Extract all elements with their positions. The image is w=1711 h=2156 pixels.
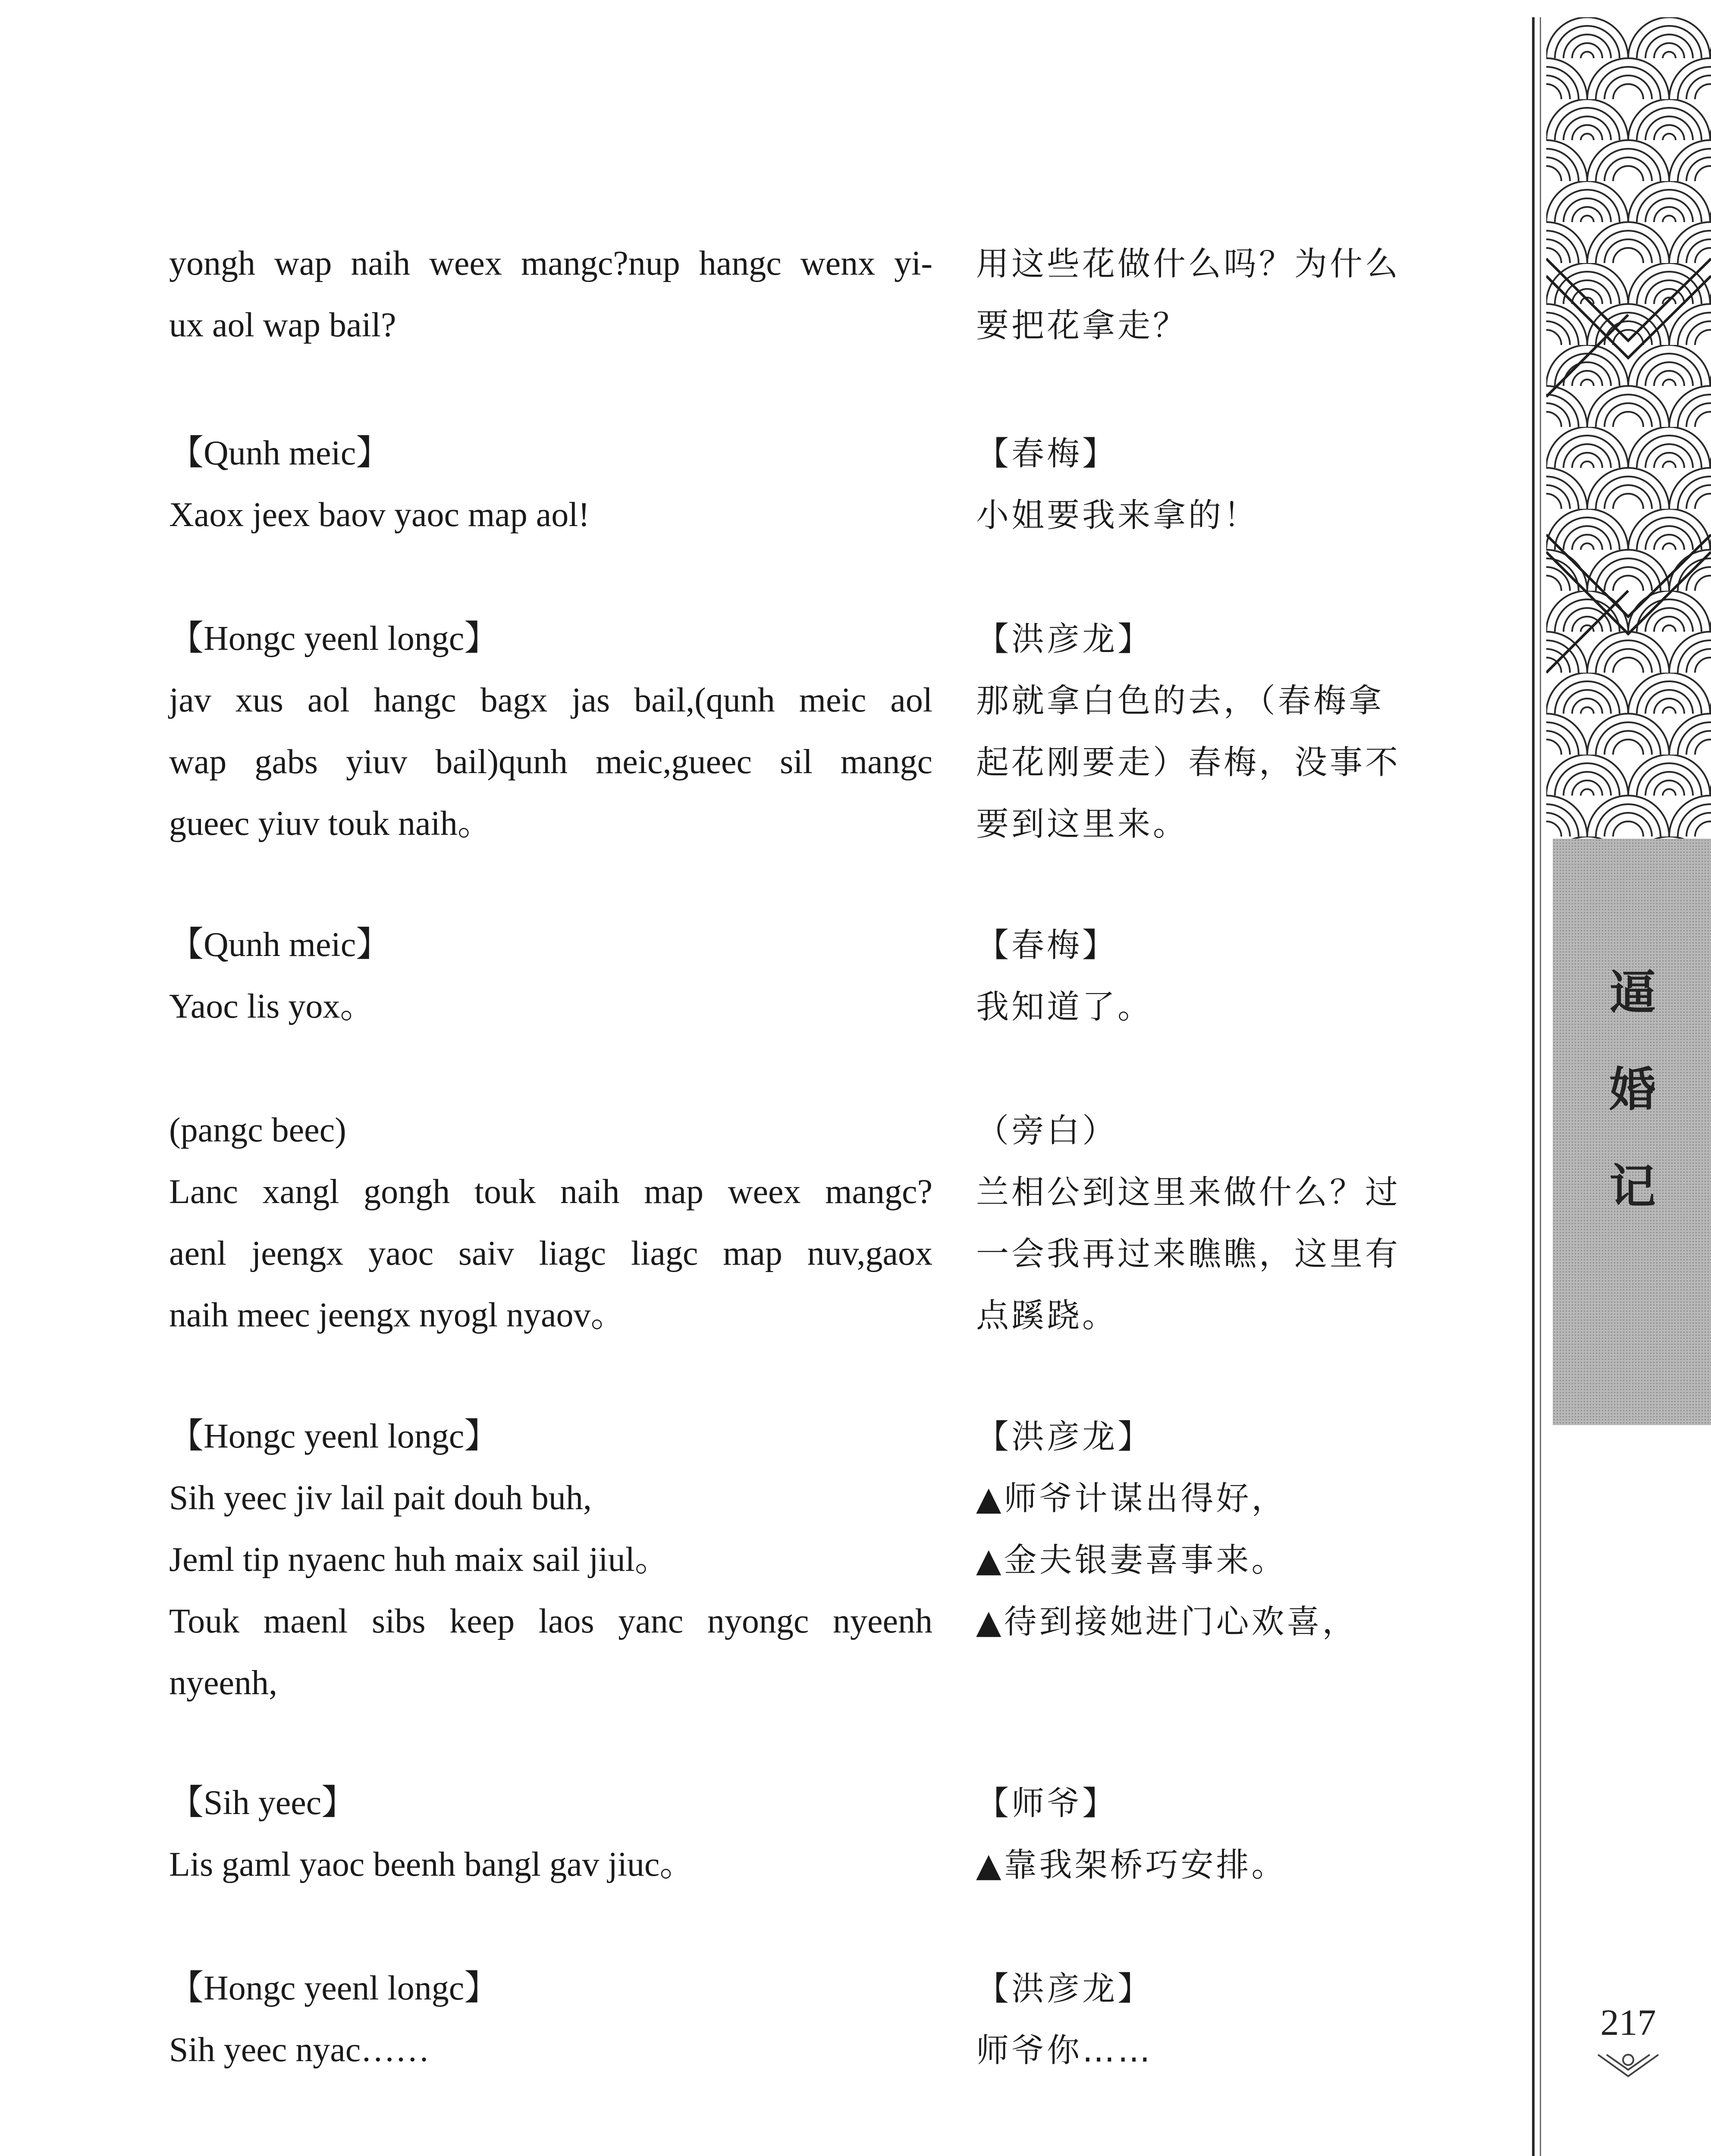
text-line: 师爷你…… xyxy=(976,2031,1153,2069)
text-line: Lanc xangl gongh touk naih map weex mangc? xyxy=(169,1173,932,1211)
chinese-block xyxy=(976,1772,1455,1896)
speaker-label: 【春梅】 xyxy=(976,926,1118,964)
text-line: ▲靠我架桥巧安排。 xyxy=(976,1846,1287,1884)
dong-block xyxy=(169,1100,932,1346)
text-line: Touk maenl sibs keep laos yanc nyongc nyeenh xyxy=(169,1602,932,1640)
text-line: 一会我再过来瞧瞧，这里有 xyxy=(976,1235,1400,1273)
page-number: 217 xyxy=(1600,2002,1656,2043)
page-number-ornament-icon xyxy=(1596,2050,1661,2081)
chinese-block xyxy=(976,1100,1455,1346)
text-line: gueec yiuv touk naih。 xyxy=(169,805,492,843)
text-line: ▲待到接她进门心欢喜， xyxy=(976,1602,1358,1641)
text-line: Lis gaml yaoc beenh bangl gav jiuc。 xyxy=(169,1846,694,1883)
text-line: 兰相公到这里来做什么？过 xyxy=(976,1173,1400,1211)
chinese-block xyxy=(976,233,1455,356)
speaker-label: 【Hongc yeenl longc】 xyxy=(169,1969,499,2007)
book-title-char: 记 xyxy=(1609,1159,1656,1214)
chinese-block xyxy=(976,608,1455,855)
text-line: aenl jeengx yaoc saiv liagc liagc map nuv,gaox xyxy=(169,1235,932,1272)
text-line: jav xus aol hangc bagx jas bail,(qunh meic aol xyxy=(169,681,932,719)
text-line: 起花刚要走）春梅，没事不 xyxy=(976,743,1400,781)
text-line: Sih yeec jiv lail pait douh buh, xyxy=(169,1479,592,1517)
text-line: Sih yeec nyac…… xyxy=(169,2031,430,2069)
speaker-label: 【Hongc yeenl longc】 xyxy=(169,1417,499,1455)
speaker-label: 【洪彦龙】 xyxy=(976,1969,1153,2008)
text-line: ux aol wap bail? xyxy=(169,306,396,344)
text-line: yongh wap naih weex mangc?nup hangc wenx yi- xyxy=(169,244,932,282)
text-line: 小姐要我来拿的！ xyxy=(976,496,1259,534)
speaker-label: 【洪彦龙】 xyxy=(976,620,1153,658)
speaker-label: 【Qunh meic】 xyxy=(169,434,391,472)
speaker-label: 【Qunh meic】 xyxy=(169,926,391,964)
dong-block xyxy=(169,1772,932,1896)
title-band xyxy=(1553,839,1711,1425)
text-line: naih meec jeengx nyogl nyaov。 xyxy=(169,1296,625,1334)
text-line: 点蹊跷。 xyxy=(976,1296,1118,1335)
text-line: ▲师爷计谋出得好， xyxy=(976,1479,1287,1517)
speaker-label: （旁白） xyxy=(976,1111,1118,1150)
text-line: 那就拿白色的去，（春梅拿 xyxy=(976,681,1384,720)
speaker-label: 【春梅】 xyxy=(976,434,1118,473)
book-title-char: 逼 xyxy=(1609,965,1656,1020)
text-line: 我知道了。 xyxy=(976,987,1153,1026)
text-line: Jeml tip nyaenc huh maix sail jiul。 xyxy=(169,1541,669,1579)
dong-block xyxy=(169,423,932,546)
text-line: 用这些花做什么吗？为什么 xyxy=(976,244,1400,283)
text-line: Xaox jeex baov yaoc map aol! xyxy=(169,496,590,534)
margin-rule xyxy=(1540,17,1541,2156)
speaker-label: 【Sih yeec】 xyxy=(169,1784,356,1822)
text-line: 要到这里来。 xyxy=(976,805,1188,843)
speaker-label: 【洪彦龙】 xyxy=(976,1417,1153,1456)
dong-block xyxy=(169,608,932,855)
chinese-block xyxy=(976,914,1455,1037)
text-line: nyeenh, xyxy=(169,1664,278,1702)
speaker-label: (pangc beec) xyxy=(169,1111,346,1149)
text-line: Yaoc lis yox。 xyxy=(169,987,375,1025)
text-line: 要把花拿走？ xyxy=(976,306,1188,345)
text-line: wap gabs yiuv bail)qunh meic,gueec sil mangc xyxy=(169,743,932,781)
book-title-char: 婚 xyxy=(1609,1062,1656,1117)
dong-block xyxy=(169,1958,932,2081)
chinese-block xyxy=(976,1406,1455,1652)
text-line: ▲金夫银妻喜事来。 xyxy=(976,1541,1287,1579)
margin-rule xyxy=(1532,17,1535,2156)
dong-block xyxy=(169,1406,932,1714)
chinese-block xyxy=(976,423,1455,546)
dong-block xyxy=(169,233,932,356)
speaker-label: 【Hongc yeenl longc】 xyxy=(169,620,499,658)
speaker-label: 【师爷】 xyxy=(976,1784,1118,1822)
dong-block xyxy=(169,914,932,1037)
wave-pattern-ornament xyxy=(1546,17,1711,839)
chinese-block xyxy=(976,1958,1455,2081)
